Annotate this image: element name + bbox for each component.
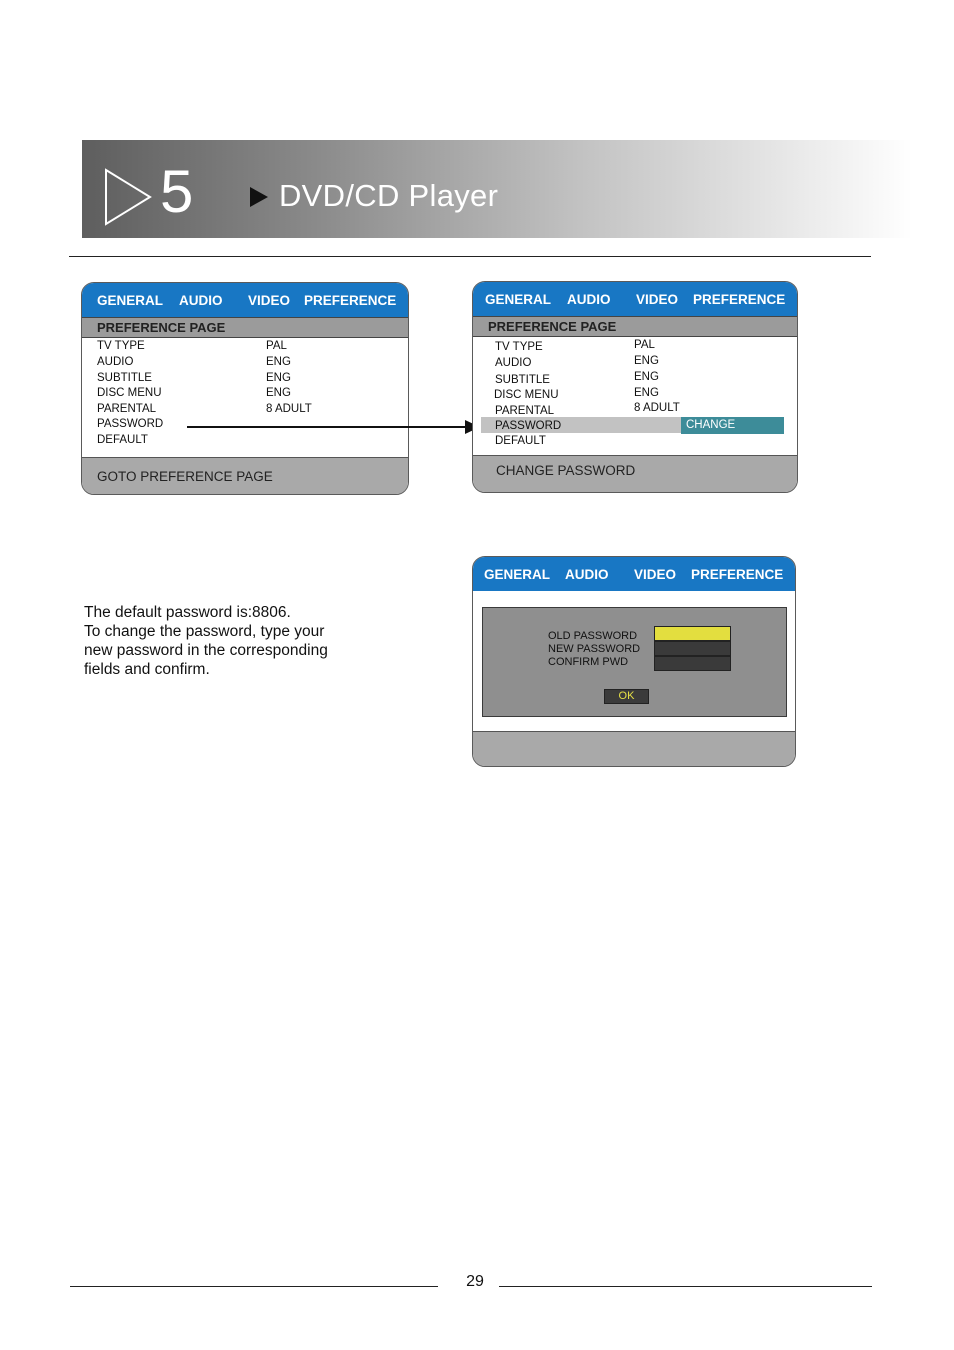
tab-preference[interactable]: PREFERENCE [693, 292, 786, 307]
menu-item-disc-menu[interactable]: DISC MENU [97, 387, 162, 399]
tab-video[interactable]: VIDEO [248, 293, 291, 308]
page-number: 29 [466, 1273, 484, 1290]
tab-video[interactable]: VIDEO [634, 567, 677, 582]
new-password-field[interactable] [654, 641, 731, 656]
menu-value-disc-menu: ENG [266, 387, 291, 399]
osd-footer [473, 455, 797, 492]
osd-password-entry-screen [472, 556, 796, 767]
instructions-line-3: new password in the corresponding [84, 642, 328, 659]
header-rule [69, 256, 871, 257]
new-password-label: NEW PASSWORD [548, 643, 641, 655]
menu-item-password[interactable]: PASSWORD [495, 420, 562, 432]
osd-tab-bar [473, 282, 797, 316]
osd-tab-bar [473, 557, 795, 591]
footer-rule-right [499, 1286, 872, 1287]
menu-item-audio[interactable]: AUDIO [495, 357, 532, 369]
tab-audio[interactable]: AUDIO [179, 293, 223, 308]
change-option[interactable] [681, 417, 784, 434]
tab-video[interactable]: VIDEO [636, 292, 679, 307]
chapter-play-outline-icon [104, 168, 152, 226]
connector-arrow-icon [187, 418, 482, 438]
ok-button-label: OK [618, 690, 635, 702]
menu-value-audio: ENG [634, 355, 659, 367]
old-password-label: OLD PASSWORD [548, 630, 638, 642]
menu-item-disc-menu[interactable]: DISC MENU [494, 389, 559, 401]
osd-preference-page-screen [81, 282, 409, 495]
menu-item-subtitle[interactable]: SUBTITLE [495, 374, 550, 386]
osd-footer [473, 731, 795, 766]
menu-item-audio[interactable]: AUDIO [97, 356, 134, 368]
menu-item-password[interactable]: PASSWORD [97, 418, 164, 430]
menu-value-audio: ENG [266, 356, 291, 368]
tab-preference[interactable]: PREFERENCE [691, 567, 784, 582]
chapter-banner [82, 140, 912, 238]
menu-value-tv-type: PAL [266, 340, 287, 352]
osd-page-title: PREFERENCE PAGE [488, 319, 617, 334]
osd-page-header [473, 316, 797, 337]
chapter-title: DVD/CD Player [279, 178, 499, 213]
osd-password-change-screen [472, 281, 798, 493]
tab-preference[interactable]: PREFERENCE [304, 293, 397, 308]
default-password-value: 8806 [252, 604, 287, 621]
instructions-line-1: The default password is:8806. [84, 604, 291, 621]
instructions-line-4: fields and confirm. [84, 661, 210, 678]
old-password-field[interactable] [654, 626, 731, 641]
menu-item-parental[interactable]: PARENTAL [97, 403, 157, 415]
tab-general[interactable]: GENERAL [97, 293, 164, 308]
osd-page-header [82, 317, 408, 338]
menu-item-default[interactable]: DEFAULT [97, 434, 148, 446]
osd-footer-text: CHANGE PASSWORD [496, 463, 636, 478]
menu-value-parental: 8 ADULT [266, 403, 312, 415]
title-arrow-icon [248, 186, 270, 208]
osd-page-title: PREFERENCE PAGE [97, 320, 226, 335]
menu-value-parental: 8 ADULT [634, 402, 680, 414]
instructions-line-2: To change the password, type your [84, 623, 325, 640]
osd-footer [82, 457, 408, 494]
menu-value-tv-type: PAL [634, 339, 655, 351]
tab-general[interactable]: GENERAL [485, 292, 552, 307]
tab-audio[interactable]: AUDIO [565, 567, 609, 582]
menu-item-tv-type[interactable]: TV TYPE [495, 341, 543, 353]
password-dialog [482, 607, 787, 717]
tab-general[interactable]: GENERAL [484, 567, 551, 582]
osd-tab-bar [82, 283, 408, 317]
confirm-password-field[interactable] [654, 656, 731, 671]
menu-item-parental[interactable]: PARENTAL [495, 405, 555, 417]
tab-audio[interactable]: AUDIO [567, 292, 611, 307]
menu-value-subtitle: ENG [634, 371, 659, 383]
confirm-password-label: CONFIRM PWD [548, 656, 629, 668]
footer-rule-left [70, 1286, 438, 1287]
change-option-label: CHANGE [686, 419, 736, 431]
chapter-number: 5 [160, 158, 194, 225]
menu-value-disc-menu: ENG [634, 387, 659, 399]
menu-value-subtitle: ENG [266, 372, 291, 384]
osd-footer-text: GOTO PREFERENCE PAGE [97, 469, 273, 484]
menu-item-subtitle[interactable]: SUBTITLE [97, 372, 152, 384]
menu-item-tv-type[interactable]: TV TYPE [97, 340, 145, 352]
menu-item-default[interactable]: DEFAULT [495, 435, 546, 447]
ok-button[interactable] [604, 689, 649, 704]
instructions-text [84, 603, 414, 679]
